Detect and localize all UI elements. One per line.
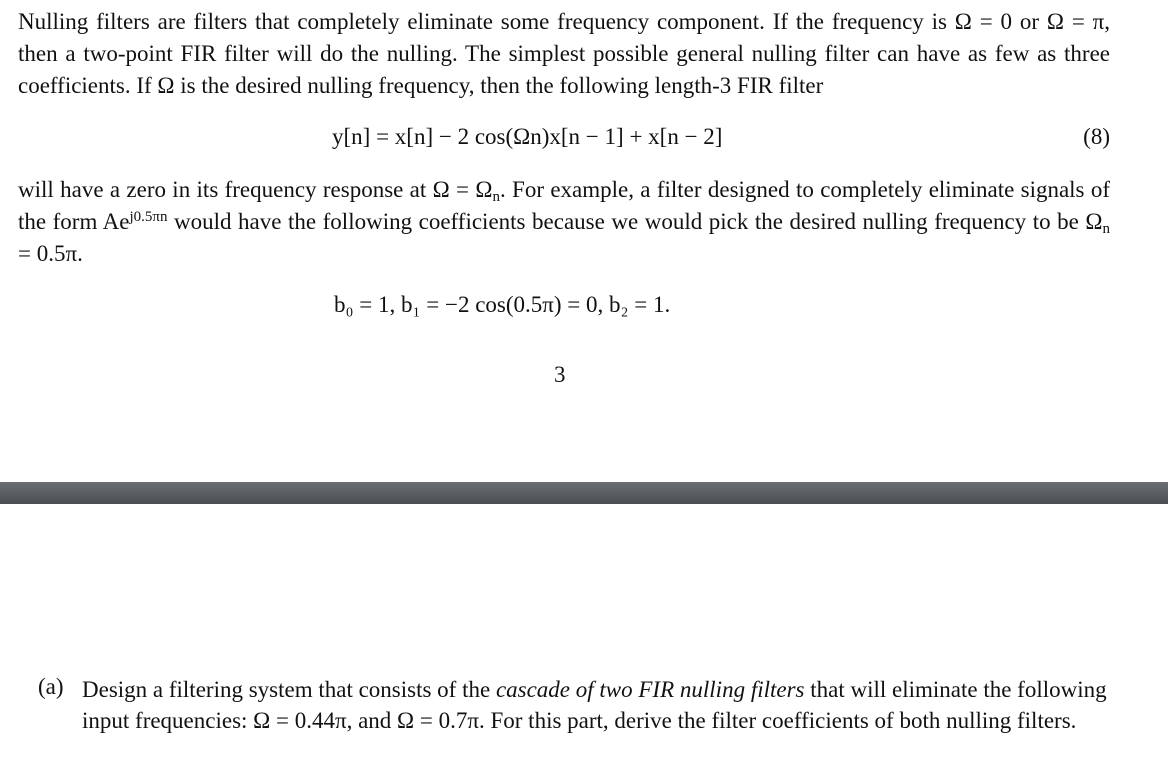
intro-paragraph: Nulling filters are filters that completely eliminate some frequency component. If the frequency is Ω = 0 or Ω = π, then a two-point FIR filter will do the nulling. The simplest possible general nulling filter can have as few as three coefficients. If Ω is the desired nulling frequency, then the following length-3 FIR filter	[18, 9, 1110, 98]
part-a-label: (a)	[38, 674, 64, 699]
para2-end: = 0.5π.	[18, 241, 83, 266]
para2-middle-2: would have the following coefficients because we would pick the desired nulling frequency to be Ω	[167, 209, 1103, 234]
para2-start: will have a zero in its frequency response at Ω = Ω	[18, 177, 493, 202]
equation-number: (8)	[1083, 124, 1110, 149]
filter-equation: y[n] = x[n] − 2 cos(Ωn)x[n − 1] + x[n − 2]	[332, 124, 723, 149]
coefficients-equation: b₀ = 1, b₁ = −2 cos(0.5π) = 0, b₂ = 1.	[334, 292, 671, 317]
page-number: 3	[554, 362, 566, 387]
part-a-post: that will eliminate the following input frequencies: Ω = 0.44π, and Ω = 0.7π. For this part, derive the filter coefficients of both nulling filters.	[82, 677, 1107, 733]
document-page-4	[0, 504, 1168, 776]
para2-superscript: j0.5πn	[129, 209, 168, 225]
example-paragraph	[18, 174, 1110, 270]
part-a-emphasis: cascade of two FIR nulling filters	[495, 677, 805, 702]
para2-subscript: n	[492, 189, 500, 205]
para2-middle: . For example, a filter designed to completely eliminate signals of the form Ae	[18, 177, 1111, 234]
part-a-text	[82, 674, 1110, 736]
para2-subscript-2: n	[1102, 221, 1110, 237]
page-separator	[0, 482, 1168, 504]
part-a-pre: Design a filtering system that consists of the	[82, 677, 496, 702]
